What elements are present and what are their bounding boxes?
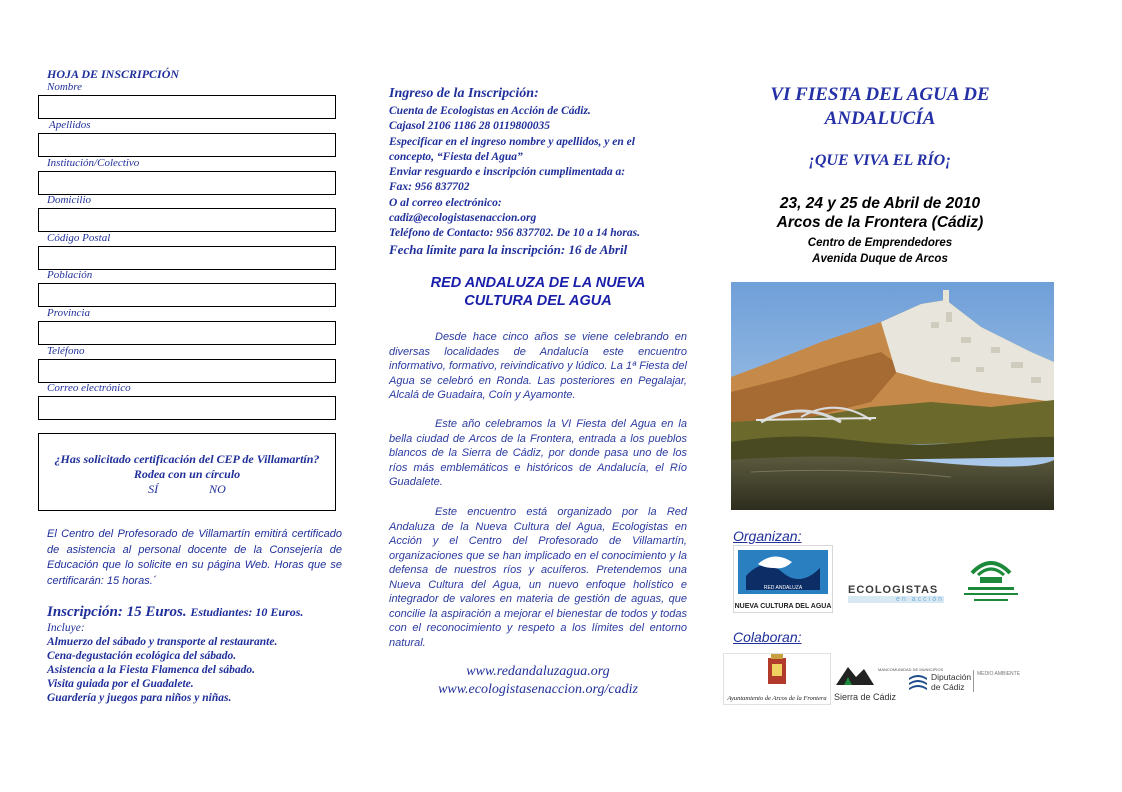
list-item: Visita guiada por el Guadalete. xyxy=(47,678,194,690)
mountain-icon xyxy=(834,661,944,687)
url-redandaluzagua[interactable]: www.redandaluzagua.org xyxy=(466,664,610,679)
venue-line2: Avenida Duque de Arcos xyxy=(812,253,948,265)
event-place: Arcos de la Frontera (Cádiz) xyxy=(776,214,984,231)
poblacion-input[interactable] xyxy=(38,283,336,307)
institucion-input[interactable] xyxy=(38,171,336,195)
price-line xyxy=(47,604,303,621)
ayuntamiento-logo xyxy=(723,653,831,705)
payment-details xyxy=(389,104,687,242)
cep-certification-box xyxy=(38,433,336,511)
certification-text: El Centro del Profesorado de Villamartín emitirá certificado de asistencia al personal docente de la Consejería de Educación que lo solicite en su página Web. Horas que se certificarán: 15 horas.´ xyxy=(47,528,342,587)
codigo-postal-input[interactable] xyxy=(38,246,336,270)
payment-title: Ingreso de la Inscripción: xyxy=(389,86,539,101)
diputacion-line1: Diputación xyxy=(931,672,972,682)
payment-line: Cajasol 2106 1186 28 0119800035 xyxy=(389,120,551,133)
payment-line: concepto, “Fiesta del Agua” xyxy=(389,150,523,163)
email-link[interactable]: cadiz@ecologistasenaccion.org xyxy=(389,212,537,225)
deadline-text: Fecha límite para la inscripción: 16 de Abril xyxy=(389,242,628,257)
diputacion-emblem-icon xyxy=(907,672,929,692)
medio-ambiente-text: MEDIO AMBIENTE xyxy=(977,671,1021,677)
event-title-line2: ANDALUCÍA xyxy=(824,108,936,129)
correo-input[interactable] xyxy=(38,396,336,420)
url-ecologistas[interactable]: www.ecologistasenaccion.org/cadiz xyxy=(438,682,638,697)
sierra-cadiz-small-text: MANCOMUNIDAD DE MUNICIPIOS xyxy=(878,667,944,672)
paragraph-this-year: Este año celebramos la VI Fiesta del Agua en la bella ciudad de Arcos de la Frontera, entrada a los pueblos blancos de la Sierra de Cádiz, por donde pasa uno de los ríos más emblemáticos e históricos de Andalucía, el Río Guadalete. xyxy=(389,418,687,488)
red-andaluza-small-text: RED ANDALUZA xyxy=(763,585,803,591)
provincia-input[interactable] xyxy=(38,321,336,345)
ayuntamiento-logo-text: Ayuntamiento de Arcos de la Frontera xyxy=(727,695,827,702)
payment-line: Enviar resguardo e inscripción cumplimentada a: xyxy=(389,166,626,179)
event-venue xyxy=(730,235,1030,267)
includes-list xyxy=(47,621,277,705)
telefono-input[interactable] xyxy=(38,359,336,383)
field-label-poblacion: Población xyxy=(47,269,93,281)
sierra-cadiz-logo xyxy=(834,661,944,702)
list-item: Asistencia a la Fiesta Flamenca del sábado. xyxy=(47,664,255,676)
field-label-nombre: Nombre xyxy=(47,81,83,93)
field-label-domicilio: Domicilio xyxy=(47,194,91,206)
payment-line: Fax: 956 837702 xyxy=(389,181,470,194)
includes-heading: Incluye: xyxy=(47,622,85,634)
domicilio-input[interactable] xyxy=(38,208,336,232)
collaborators-label: Colaboran: xyxy=(733,629,802,645)
event-dates xyxy=(730,194,1030,232)
network-title-line2: CULTURA DEL AGUA xyxy=(464,293,612,309)
field-label-provincia: Provincia xyxy=(47,307,90,319)
event-title xyxy=(730,83,1030,131)
field-label-apellidos: Apellidos xyxy=(49,119,91,131)
list-item: Cena-degustación ecológica del sábado. xyxy=(47,650,237,662)
nombre-input[interactable] xyxy=(38,95,336,119)
network-title-line1: RED ANDALUZA DE LA NUEVA xyxy=(430,275,646,291)
venue-line1: Centro de Emprendedores xyxy=(807,237,953,249)
diputacion-cadiz-logo xyxy=(907,670,1025,696)
arcos-photo xyxy=(731,282,1054,510)
organizers-label: Organizan: xyxy=(733,528,802,544)
paragraph-organizers: Este encuentro está organizado por la Red Andaluza de la Nueva Cultura del Agua, Ecologistas en Acción y el Centro del Profesorado de Villamartín, organizaciones que se han implicado en el conocimiento y la defensa de nuestros ríos y acuíferos. Pretendemos una Nueva Cultura del Agua, un nuevo enfoque holístico e integrador de valores en materia de gestión de aguas, que concilie la aspiración a mejorar el bienestar de todos y todas con el reconocimiento y respeto a los límites del entorno natural. xyxy=(389,506,687,649)
red-andaluza-logo-text: NUEVA CULTURA DEL AGUA xyxy=(734,603,832,610)
website-links xyxy=(389,663,687,699)
field-label-institucion: Institución/Colectivo xyxy=(47,157,140,169)
diputacion-text xyxy=(931,672,971,692)
payment-line: Teléfono de Contacto: 956 837702. De 10 a 14 horas. xyxy=(389,227,640,240)
cep-option-no[interactable]: NO xyxy=(209,482,226,496)
ecologistas-logo-sub: en acción xyxy=(848,596,944,603)
ecologistas-logo-text: ECOLOGISTAS xyxy=(848,584,939,596)
diputacion-line2: de Cádiz xyxy=(931,682,965,692)
price-students: Estudiantes: 10 Euros. xyxy=(190,605,304,619)
apellidos-input[interactable] xyxy=(38,133,336,157)
network-title xyxy=(389,274,687,310)
ecologistas-logo xyxy=(848,584,944,612)
event-title-line1: VI FIESTA DEL AGUA DE xyxy=(770,84,990,105)
water-wave-icon xyxy=(734,546,832,598)
field-label-telefono: Teléfono xyxy=(47,345,85,357)
list-item: Almuerzo del sábado y transporte al restaurante. xyxy=(47,636,278,648)
form-title: HOJA DE INSCRIPCIÓN xyxy=(47,67,180,81)
event-slogan: ¡QUE VIVA EL RÍO¡ xyxy=(808,152,952,169)
cep-question: ¿Has solicitado certificación del CEP de Villamartín? Rodea con un círculo xyxy=(54,452,320,481)
junta-andalucia-logo xyxy=(960,551,1022,609)
sierra-cadiz-logo-text: Sierra de Cádiz xyxy=(834,692,897,702)
field-label-codigo-postal: Código Postal xyxy=(47,232,111,244)
coat-of-arms-icon xyxy=(724,654,830,690)
payment-line: Especificar en el ingreso nombre y apellidos, y en el xyxy=(389,135,635,148)
paragraph-history: Desde hace cinco años se viene celebrando en diversas localidades de Andalucía este encuentro informativo, formativo, reivindicativo y lúdico. La 1ª Fiesta del Agua se celebró en Ronda. Las posteriores en Pegalajar, Alcalá de Guadaira, Coín y Ayamonte. xyxy=(389,331,687,401)
list-item: Guardería y juegos para niños y niñas. xyxy=(47,692,232,704)
red-andaluza-logo xyxy=(733,545,833,613)
price-main: Inscripción: 15 Euros. xyxy=(47,604,187,620)
payment-line: Cuenta de Ecologistas en Acción de Cádiz. xyxy=(389,105,591,117)
divider xyxy=(973,670,974,692)
event-date-line: 23, 24 y 25 de Abril de 2010 xyxy=(779,195,981,212)
field-label-correo: Correo electrónico xyxy=(47,382,131,394)
payment-line: O al correo electrónico: xyxy=(389,196,502,209)
cep-option-yes[interactable]: SÍ xyxy=(148,482,159,496)
